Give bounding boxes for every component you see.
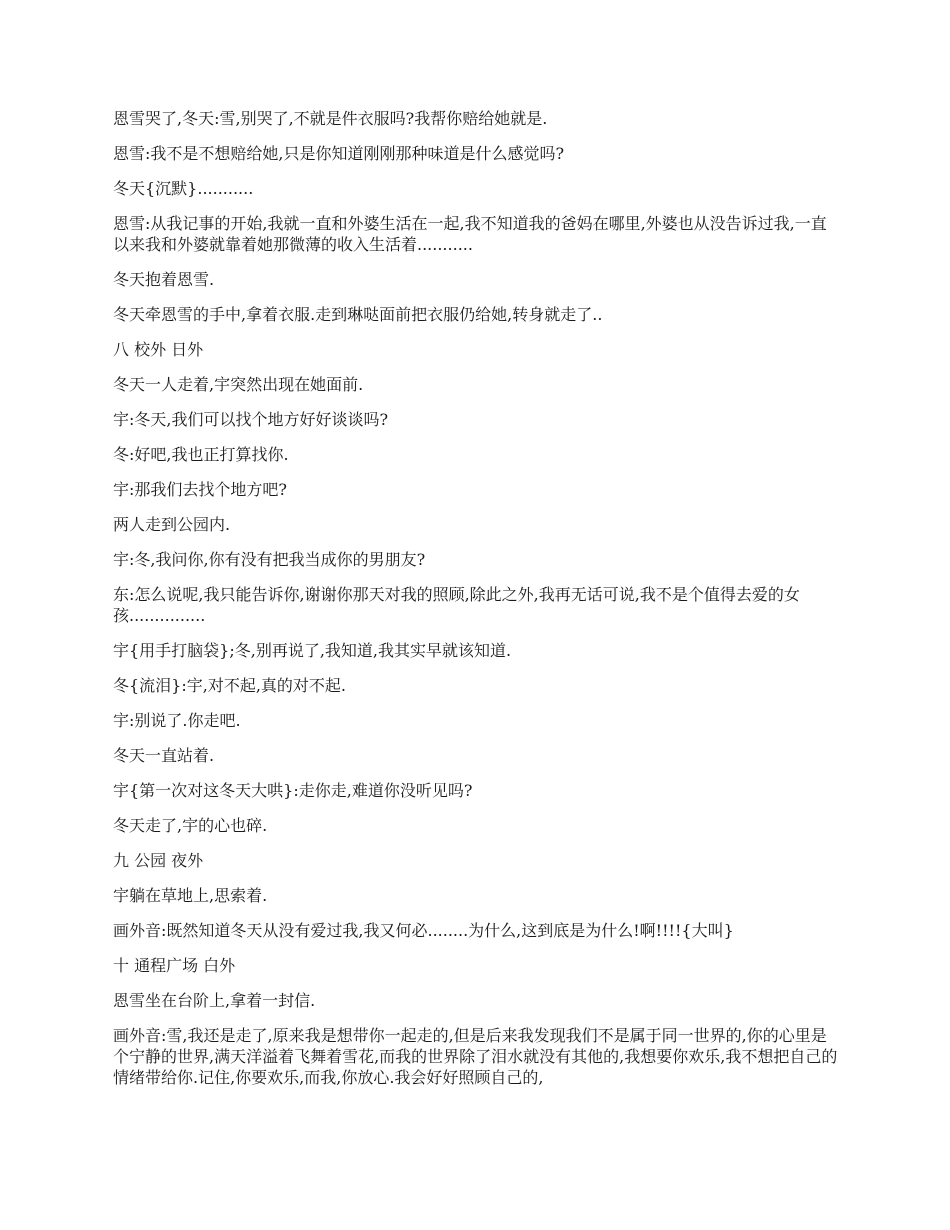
paragraph: 东:怎么说呢,我只能告诉你,谢谢你那天对我的照顾,除此之外,我再无话可说,我不是个值得去爱的女孩............... (113, 585, 800, 625)
paragraph: 宇:别说了.你走吧. (113, 711, 241, 730)
paragraph: 宇躺在草地上,思索着. (113, 886, 268, 905)
paragraph: 恩雪:我不是不想赔给她,只是你知道刚刚那种味道是什么感觉吗? (113, 144, 565, 163)
paragraph: 宇:那我们去找个地方吧? (113, 480, 287, 499)
scene-heading: 九 公园 夜外 (113, 851, 204, 870)
paragraph: 冬天一直站着. (113, 746, 215, 765)
paragraph: 宇:冬天,我们可以找个地方好好谈谈吗? (113, 410, 389, 429)
paragraph: 恩雪坐在台阶上,拿着一封信. (113, 991, 316, 1010)
paragraph: 冬天{沉默}........... (113, 179, 254, 198)
paragraph: 两人走到公园内. (113, 515, 231, 534)
script-text-body (113, 108, 838, 1102)
paragraph: 冬天走了,宇的心也碎. (113, 816, 268, 835)
paragraph: 宇:冬,我问你,你有没有把我当成你的男朋友? (113, 550, 426, 569)
paragraph: 恩雪哭了,冬天:雪,别哭了,不就是件衣服吗?我帮你赔给她就是. (113, 109, 548, 128)
paragraph: 冬天一人走着,宇突然出现在她面前. (113, 375, 364, 394)
scene-heading: 十 通程广场 白外 (113, 956, 236, 975)
paragraph: 冬{流泪}:宇,对不起,真的对不起. (113, 676, 347, 695)
paragraph: 宇{用手打脑袋};冬,别再说了,我知道,我其实早就该知道. (113, 641, 512, 660)
paragraph: 冬天抱着恩雪. (113, 270, 215, 289)
paragraph: 冬:好吧,我也正打算找你. (113, 445, 289, 464)
paragraph: 恩雪:从我记事的开始,我就一直和外婆生活在一起,我不知道我的爸妈在哪里,外婆也从没告诉过我,一直以来我和外婆就靠着她那微薄的收入生活着........... (113, 214, 827, 254)
paragraph: 画外音:雪,我还是走了,原来我是想带你一起走的,但是后来我发现我们不是属于同一世界的,你的心里是个宁静的世界,满天洋溢着飞舞着雪花,而我的世界除了泪水就没有其他的,我想要你欢乐,我不想把自己的情绪带给你.记住,你要欢乐,而我,你放心.我会好好照顾自己的, (113, 1026, 838, 1087)
paragraph: 画外音:既然知道冬天从没有爱过我,我又何必........为什么,这到底是为什么!啊!!!!{大叫} (113, 921, 734, 940)
scene-heading: 八 校外 日外 (113, 340, 204, 359)
paragraph: 冬天牵恩雪的手中,拿着衣服.走到琳哒面前把衣服仍给她,转身就走了.. (113, 305, 603, 324)
paragraph: 宇{第一次对这冬天大哄}:走你走,难道你没听见吗? (113, 781, 473, 800)
